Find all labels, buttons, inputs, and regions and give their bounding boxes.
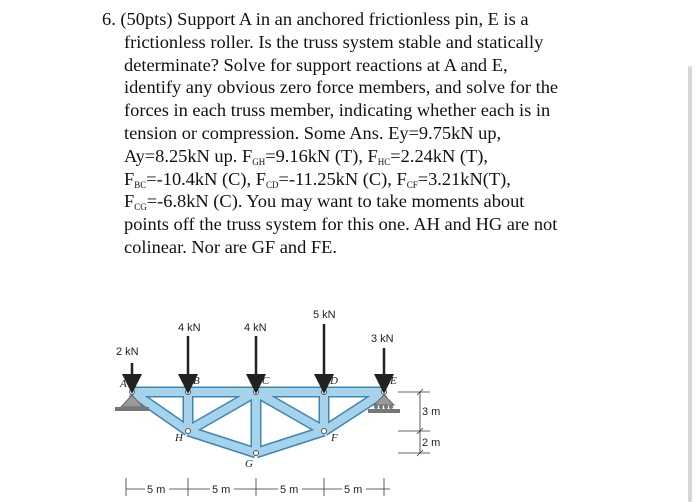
problem-line-5: forces in each truss member, indicating whether each is in	[124, 100, 551, 121]
problem-line-6: tension or compression. Some Ans. Ey=9.75kN up,	[124, 122, 502, 143]
node-label-D: D	[330, 375, 338, 387]
dim-label-3m: 3 m	[422, 406, 441, 418]
problem-line-11: colinear. Nor are GF and FE.	[124, 236, 337, 257]
joint-A	[130, 390, 135, 395]
problem-line-3: determinate? Solve for support reactions at A and E,	[124, 54, 508, 75]
node-label-A: A	[120, 378, 127, 390]
load-label-B: 4 kN	[178, 322, 201, 334]
dim-label-5m-1: 5 m	[147, 484, 166, 496]
problem-line-2: frictionless roller. Is the truss system stable and statically	[124, 31, 544, 52]
node-label-E: E	[390, 375, 397, 387]
dim-label-5m-3: 5 m	[280, 484, 299, 496]
joint-H	[186, 429, 191, 434]
joint-C	[254, 390, 259, 395]
dim-label-2m: 2 m	[422, 437, 441, 449]
load-label-A: 2 kN	[116, 346, 139, 358]
problem-line-4: identify any obvious zero force members, and solve for the	[124, 77, 559, 98]
joint-G	[254, 451, 259, 456]
dim-label-5m-4: 5 m	[344, 484, 363, 496]
answer-line-2: $F_{BC}=-10.4kN$ (C), $F_{CD}=-11.25kN$ (C), $F_{CF}=3.21kN(T)$,	[124, 168, 511, 190]
problem-line-1: 6. (50pts) Support A in an anchored frictionless pin, E is a	[102, 9, 529, 29]
joint-B	[186, 390, 191, 395]
node-label-G: G	[245, 458, 253, 470]
load-label-D: 5 kN	[313, 309, 336, 321]
node-label-F: F	[331, 432, 338, 444]
load-label-C: 4 kN	[244, 322, 267, 334]
node-label-B: B	[193, 375, 200, 387]
node-label-H: H	[175, 432, 183, 444]
node-label-C: C	[262, 375, 270, 387]
joint-D	[322, 390, 327, 395]
answer-line-3: $F_{CG}=-6.8kN$ (C). You may want to take moments about	[124, 191, 525, 213]
load-label-E: 3 kN	[371, 333, 394, 345]
dim-label-5m-2: 5 m	[212, 484, 231, 496]
problem-line-10: points off the truss system for this one. AH and HG are not	[124, 214, 558, 235]
joint-E	[382, 390, 387, 395]
joint-F	[322, 429, 327, 434]
answer-line-1: Ay=8.25kN up. $F_{GH}=9.16kN$ (T), $F_{HC}=2.24kN$ (T),	[124, 145, 489, 167]
